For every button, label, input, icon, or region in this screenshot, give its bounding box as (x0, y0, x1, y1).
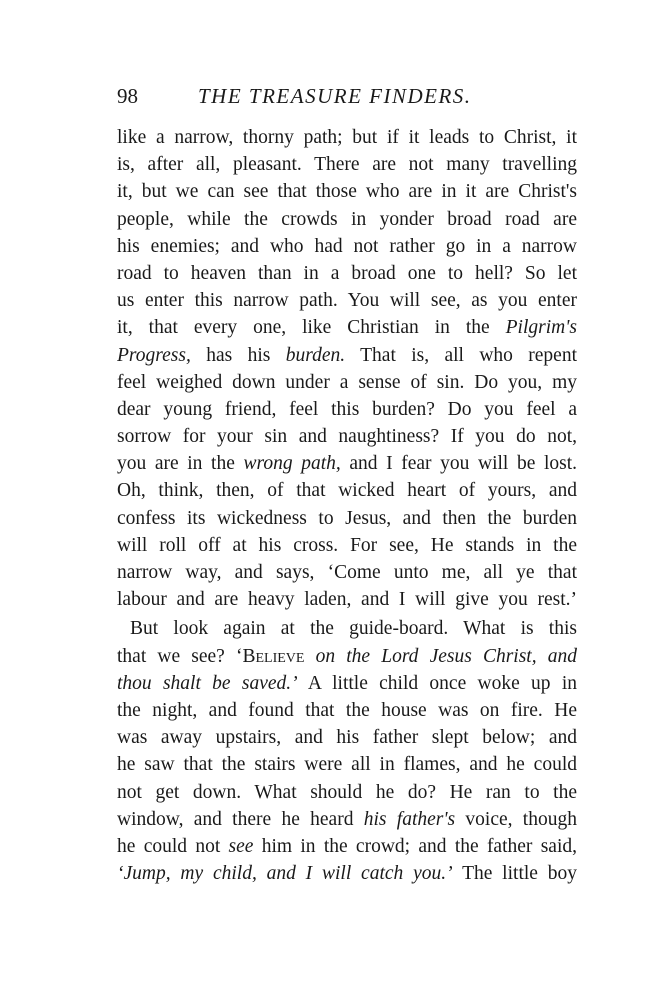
text-line (117, 178, 577, 205)
text-segment: road to heaven than in a broad one to hell? So let (117, 262, 577, 284)
text-segment: and I fear you will be lost. (340, 453, 577, 475)
text-line (117, 423, 577, 450)
text-segment: That is, all who repent (345, 344, 577, 366)
text-segment: him in the crowd; and the father said, (253, 835, 577, 857)
text-line (117, 369, 577, 396)
italic-text: thou shalt be saved.’ (117, 672, 298, 694)
text-line (117, 806, 577, 833)
smallcaps-text: Believe (242, 645, 305, 667)
text-line (117, 724, 577, 751)
text-segment: not get down. What should he do? He ran to the (117, 781, 577, 803)
text-segment: is, after all, pleasant. There are not many travelling (117, 154, 577, 176)
italic-text: Progress, (117, 344, 191, 366)
text-segment: his enemies; and who had not rather go in a narrow (117, 235, 577, 257)
italic-text: ‘Jump, my child, and I will catch you.’ (117, 863, 453, 885)
text-line (117, 396, 577, 423)
text-segment: But look again at the guide-board. What is this (130, 618, 577, 640)
text-segment: confess its wickedness to Jesus, and then the burden (117, 507, 577, 529)
text-line (117, 151, 577, 178)
page-number: 98 (117, 84, 138, 108)
text-line (117, 314, 577, 341)
text-segment: was away upstairs, and his father slept below; and (117, 727, 577, 749)
text-segment: A little child once woke up in (297, 672, 577, 694)
text-segment: it, that every one, like Christian in the (117, 317, 506, 339)
text-segment: people, while the crowds in yonder broad road are (117, 208, 577, 230)
text-line (117, 477, 577, 504)
text-segment: sorrow for your sin and naughtiness? If you do not, (117, 426, 577, 448)
text-line (117, 643, 577, 670)
text-line (117, 532, 577, 559)
text-line (117, 670, 577, 697)
text-line (117, 615, 577, 642)
text-line (117, 860, 577, 887)
text-segment: dear young friend, feel this burden? Do you feel a (117, 398, 577, 420)
text-segment: The little boy (452, 863, 577, 885)
text-line (117, 559, 577, 586)
text-segment: that we see? ‘ (117, 645, 243, 667)
text-line (117, 124, 577, 151)
text-segment: you are in the (117, 453, 244, 475)
text-line (117, 287, 577, 314)
text-segment: will roll off at his cross. For see, He stands in the (117, 534, 577, 556)
body-text (117, 124, 577, 887)
text-line (117, 233, 577, 260)
page-header (117, 84, 577, 116)
text-line (117, 206, 577, 233)
text-line (117, 342, 577, 369)
text-line (117, 586, 577, 613)
text-segment: voice, though (455, 808, 577, 830)
text-line (117, 697, 577, 724)
italic-text: Pilgrim's (505, 317, 577, 339)
text-segment: it, but we can see that those who are in it are Christ's (117, 181, 577, 203)
running-title: THE TREASURE FINDERS. (198, 84, 472, 108)
text-line (117, 833, 577, 860)
text-segment: feel weighed down under a sense of sin. Do you, my (117, 371, 577, 393)
italic-text: his father's (363, 808, 456, 830)
text-line (117, 450, 577, 477)
italic-text: wrong path, (243, 453, 341, 475)
text-segment: the night, and found that the house was on fire. He (117, 699, 577, 721)
text-line (117, 779, 577, 806)
text-segment: window, and there he heard (117, 808, 364, 830)
text-segment: narrow way, and says, ‘Come unto me, all ye that (117, 562, 577, 583)
italic-text: burden. (285, 344, 346, 366)
italic-text: see (228, 835, 254, 857)
text-segment: has his (190, 344, 286, 366)
text-segment: us enter this narrow path. You will see, as you enter (117, 290, 577, 312)
text-segment: he saw that the stairs were all in flames, and he could (117, 754, 577, 776)
italic-text: on the Lord Jesus Christ, and (304, 645, 577, 667)
text-line (117, 260, 577, 287)
text-segment: like a narrow, thorny path; but if it leads to Christ, it (117, 127, 577, 148)
text-segment: Oh, think, then, of that wicked heart of yours, and (117, 480, 577, 502)
text-segment: he could not (117, 835, 229, 857)
text-line (117, 505, 577, 532)
text-line (117, 751, 577, 778)
text-segment: labour and are heavy laden, and I will give you rest.’ (117, 589, 577, 611)
